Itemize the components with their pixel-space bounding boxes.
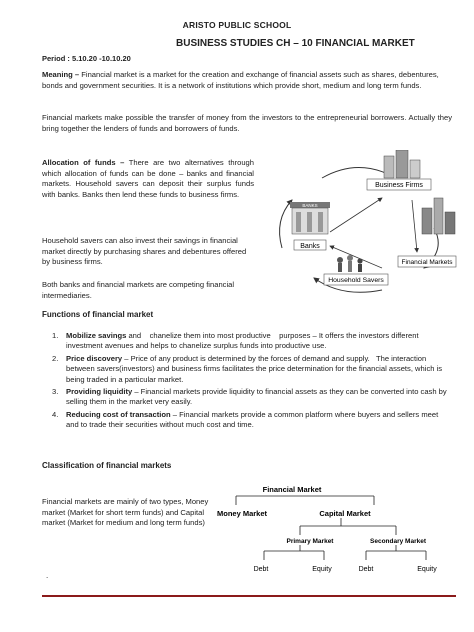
list-number: 1. (52, 331, 59, 340)
function-label: Providing liquidity (66, 387, 133, 397)
flow-arrow (330, 246, 382, 268)
functions-list (52, 331, 452, 431)
list-item (52, 354, 452, 385)
business-firms-label: Business Firms (375, 182, 423, 189)
flow-arrow (330, 198, 382, 232)
allocation-label: Allocation of funds – (42, 158, 125, 167)
document-title: BUSINESS STUDIES CH – 10 FINANCIAL MARKET (176, 38, 415, 49)
list-number: 4. (52, 409, 59, 419)
function-text: and chanelize them into most productive purposes – It offers the investors different investment avenues and helps to chanelize surplus funds into productive use. (66, 331, 419, 351)
capital-market-label: Capital Market (319, 509, 371, 518)
allocation-paragraph (42, 158, 254, 200)
fund-flow-diagram (262, 150, 458, 300)
function-label: Mobilize savings (66, 331, 127, 340)
flow-arrow (322, 167, 392, 178)
function-text: – Financial markets provide liquidity to financial assets as they can be converted into cash by selling them in the market very easily. (66, 387, 447, 407)
financial-markets-label: Financial Markets (401, 259, 453, 266)
business-firms-icon (384, 150, 420, 178)
classification-tree (204, 478, 460, 578)
allocation-text: There are two alternatives through which allocation of funds can be done – banks and financial markets. Household savers can deposit their surplus funds with banks. Banks then lend these funds to business firms. (42, 158, 254, 199)
school-name: ARISTO PUBLIC SCHOOL (182, 20, 292, 30)
function-label: Reducing cost of transaction (66, 409, 171, 419)
bank-sign-text: BANKS (302, 203, 318, 208)
flow-arrow (412, 200, 417, 252)
primary-equity-label: Equity (312, 566, 332, 573)
function-text: – Financial markets provide a common platform where buyers and sellers meet and to trade their securities without much cost and time. (66, 409, 439, 430)
competing-paragraph: Both banks and financial markets are competing financial intermediaries. (42, 280, 235, 300)
list-number: 3. (52, 387, 59, 397)
classification-heading: Classification of financial markets (42, 461, 172, 470)
meaning-paragraph (42, 70, 452, 91)
list-item (52, 387, 452, 408)
period-dates: Period : 5.10.20 -10.10.20 (42, 54, 131, 63)
household-people-icon (337, 255, 363, 272)
banks-label: Banks (300, 243, 320, 250)
meaning-text: Financial market is a market for the creation and exchange of financial assets such as shares, debentures, bonds and government securities. It is a network of institutions which provide short, medium and long term funds. (42, 70, 439, 90)
classification-paragraph: Financial markets are mainly of two types, Money market (Market for short term funds) and Capital market (Market for medium and long term funds) (42, 497, 209, 528)
list-item (52, 331, 452, 352)
function-label: Price discovery (66, 353, 123, 363)
household-savers-label: Household Savers (328, 277, 384, 284)
secondary-equity-label: Equity (417, 566, 437, 573)
primary-debt-label: Debt (253, 566, 269, 573)
money-market-label: Money Market (216, 509, 268, 518)
meaning-label: Meaning – (42, 70, 80, 79)
primary-market-label: Primary Market (286, 538, 334, 545)
list-number: 2. (52, 353, 59, 363)
trailing-dot: . (46, 571, 49, 580)
bottom-rule (42, 595, 456, 597)
function-text: – Price of any product is determined by the forces of demand and supply. The interaction between savers(investors) and business firms facilitates the price determination for the financial assets, which is being traded in a particular market. (66, 353, 443, 384)
secondary-market-label: Secondary Market (370, 538, 426, 545)
transfer-paragraph: Financial markets make possible the transfer of money from the investors to the entrepreneurial borrowers. Actually they bring together the lenders of funds and borrowers of funds. (42, 113, 452, 133)
secondary-debt-label: Debt (358, 566, 374, 573)
tree-root-label: Financial Market (262, 485, 322, 494)
household-paragraph: Household savers can also invest their savings in financial market directly by purchasing shares and debentures offered by business firms. (42, 236, 247, 267)
financial-markets-icon (422, 198, 455, 234)
list-item (52, 410, 452, 431)
functions-heading: Functions of financial market (42, 310, 154, 319)
